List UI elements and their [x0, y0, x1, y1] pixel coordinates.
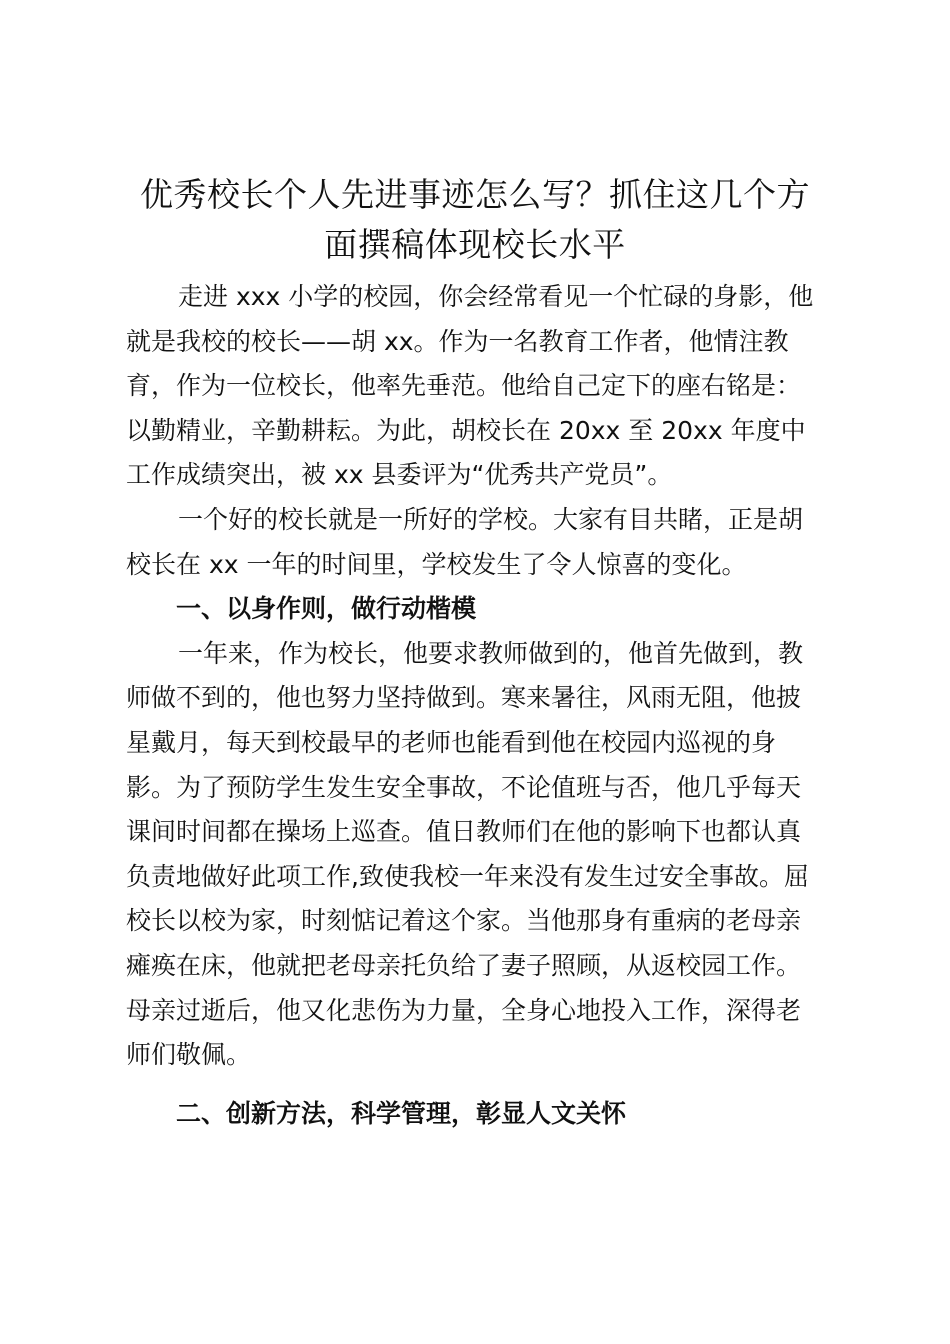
paragraph-3-line-10: 师们敬佩。 [126, 1040, 252, 1070]
paragraph-3-line-8: 瘫痪在床，他就把老母亲托负给了妻子照顾，从返校园工作。 [126, 950, 802, 980]
paragraph-3-line-2: 师做不到的，他也努力坚持做到。寒来暑往，风雨无阻，他披 [126, 683, 802, 713]
title-line-2: 面撰稿体现校长水平 [324, 225, 626, 264]
paragraph-3-line-6: 负责地做好此项工作,致使我校一年来没有发生过安全事故。屈 [126, 861, 809, 891]
section-heading-1: 一、以身作则，做行动楷模 [176, 594, 477, 624]
title-line-1: 优秀校长个人先进事迹怎么写？抓住这几个方 [140, 175, 810, 214]
paragraph-3-line-3: 星戴月，每天到校最早的老师也能看到他在校园内巡视的身 [126, 727, 777, 757]
section-heading-2: 二、创新方法，科学管理，彰显人文关怀 [176, 1098, 627, 1128]
paragraph-1-line-2: 就是我校的校长——胡 xx。作为一名教育工作者，他情注教 [126, 326, 789, 356]
paragraph-1-line-5: 工作成绩突出，被 xx 县委评为“优秀共产党员”。 [126, 460, 673, 490]
paragraph-3-line-7: 校长以校为家，时刻惦记着这个家。当他那身有重病的老母亲 [126, 906, 802, 936]
paragraph-2-line-1: 一个好的校长就是一所好的学校。大家有目共睹，正是胡 [178, 504, 804, 534]
paragraph-3-line-5: 课间时间都在操场上巡查。值日教师们在他的影响下也都认真 [126, 817, 802, 847]
paragraph-1-line-4: 以勤精业，辛勤耕耘。为此，胡校长在 20xx 至 20xx 年度中 [126, 415, 806, 445]
paragraph-1-line-3: 育，作为一位校长，他率先垂范。他给自己定下的座右铭是： [126, 371, 802, 401]
paragraph-3-line-4: 影。为了预防学生发生安全事故，不论值班与否，他几乎每天 [126, 772, 802, 802]
paragraph-3-line-9: 母亲过逝后，他又化悲伤为力量，全身心地投入工作，深得老 [126, 995, 802, 1025]
document-body [126, 275, 832, 1136]
paragraph-3-line-1: 一年来，作为校长，他要求教师做到的，他首先做到，教 [178, 638, 804, 668]
paragraph-2-line-2: 校长在 xx 一年的时间里，学校发生了令人惊喜的变化。 [126, 549, 747, 579]
paragraph-1-line-1: 走进 xxx 小学的校园，你会经常看见一个忙碌的身影，他 [178, 282, 814, 311]
document-title [100, 170, 850, 270]
section-spacer [126, 1078, 832, 1092]
